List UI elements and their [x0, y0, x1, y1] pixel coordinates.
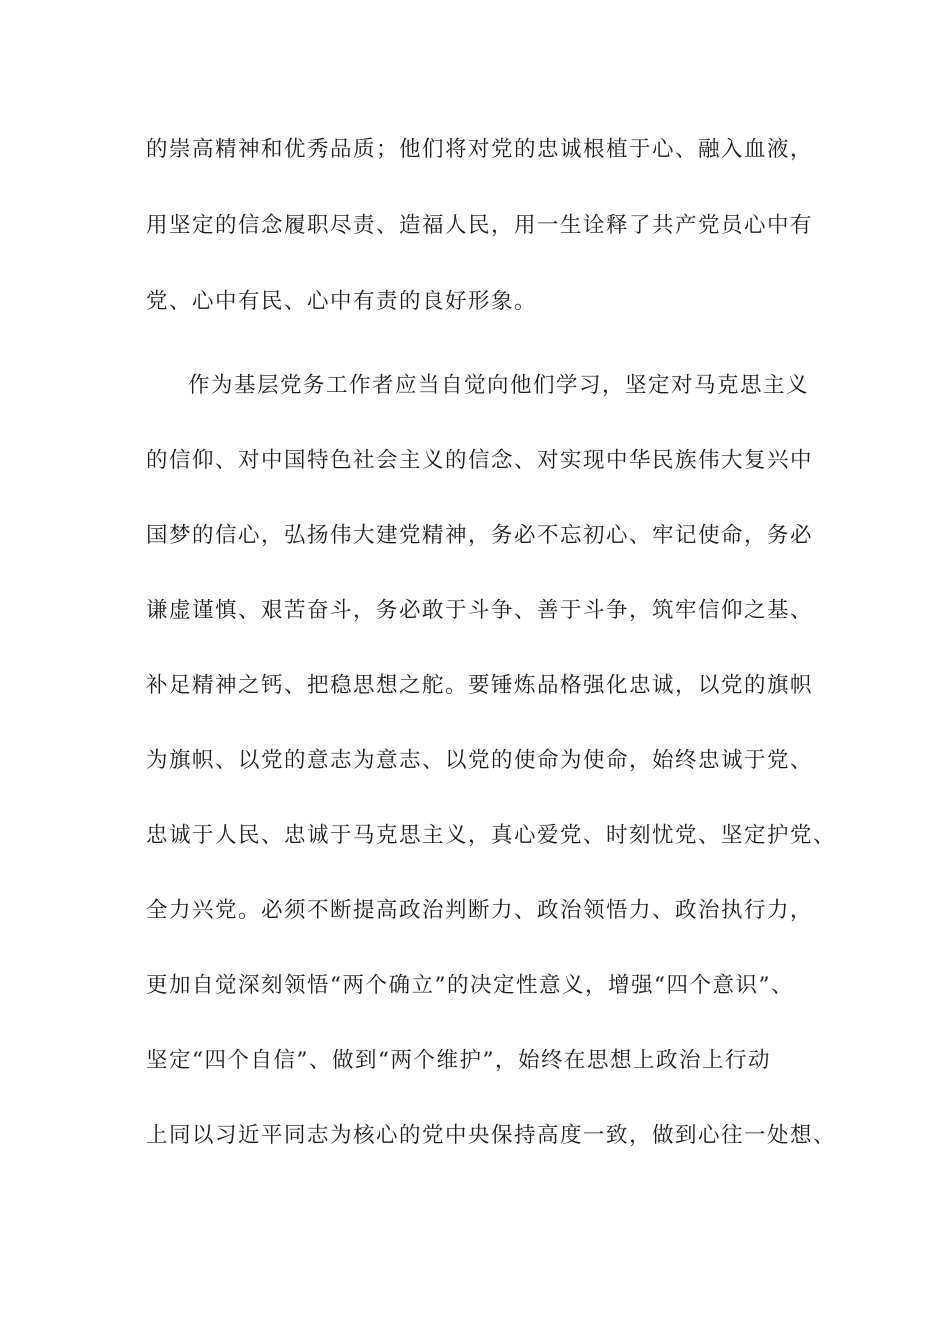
- text-line: 忠诚于人民、忠诚于马克思主义，真心爱党、时刻忧党、坚定护党、: [146, 823, 837, 848]
- text-line: 的崇高精神和优秀品质；他们将对党的忠诚根植于心、融入血液，: [146, 137, 814, 162]
- text-line: 坚定“四个自信”、做到“两个维护”，始终在思想上政治上行动: [146, 1048, 771, 1073]
- text-line: 的信仰、对中国特色社会主义的信念、对实现中华民族伟大复兴中: [146, 448, 814, 473]
- text-line: 为旗帜、以党的意志为意志、以党的使命为使命，始终忠诚于党、: [146, 748, 814, 773]
- text-line: 党、心中有民、心中有责的良好形象。: [146, 289, 538, 314]
- text-line: 用坚定的信念履职尽责、造福人民，用一生诠释了共产党员心中有: [146, 213, 814, 238]
- text-line: 谦虚谨慎、艰苦奋斗，务必敢于斗争、善于斗争，筑牢信仰之基、: [146, 598, 814, 623]
- text-line: 全力兴党。必须不断提高政治判断力、政治领悟力、政治执行力，: [146, 898, 814, 923]
- text-line: 补足精神之钙、把稳思想之舵。要锤炼品格强化忠诚，以党的旗帜: [146, 673, 814, 698]
- paragraph-first-line: 作为基层党务工作者应当自觉向他们学习，坚定对马克思主义: [188, 373, 810, 398]
- text-line: 更加自觉深刻领悟“两个确立”的决定性意义，增强“四个意识”、: [146, 973, 794, 998]
- text-line: 国梦的信心，弘扬伟大建党精神，务必不忘初心、牢记使命，务必: [146, 523, 814, 548]
- text-line: 上同以习近平同志为核心的党中央保持高度一致，做到心往一处想、: [146, 1123, 837, 1148]
